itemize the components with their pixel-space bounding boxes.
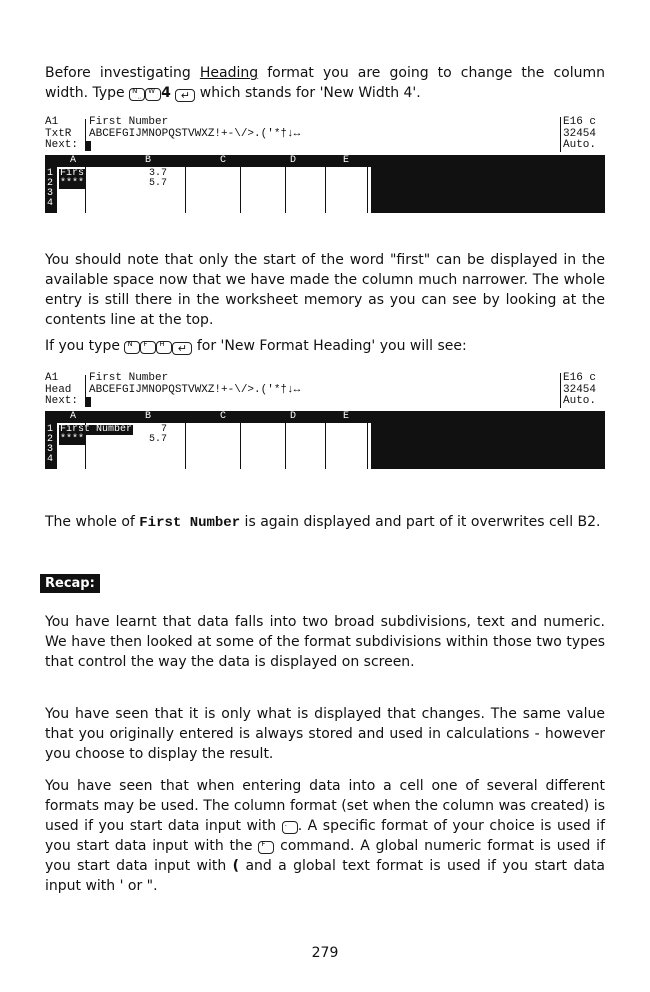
status-left: A1 Head Next: — [45, 372, 79, 407]
row-numbers: 1 2 3 4 — [45, 167, 57, 213]
status-right: E16 c 32454 Auto. — [560, 117, 605, 152]
cell-a1: Firs — [60, 168, 85, 179]
text: . A specific format of your choice is used if you start data input with the — [45, 818, 605, 854]
col-b: B — [145, 155, 152, 166]
text: and a global text format is used if you start data input with ' or ". — [45, 858, 605, 894]
n-key: $^N$.. — [129, 88, 145, 101]
cell-b1: 7 — [161, 424, 168, 435]
recap-heading: Recap: — [40, 574, 100, 593]
enter-key: ↵ — [175, 89, 195, 102]
contents-line: First Number ABCEFGIJMNOPQSTVWXZ!+-\/>.('*†↓↔ — [89, 116, 301, 140]
cursor — [85, 141, 91, 151]
col-d: D — [290, 411, 297, 422]
column-header — [45, 155, 371, 167]
cell-a2: **** — [60, 434, 85, 445]
format-heading-paragraph — [45, 336, 605, 356]
cell-a1: First Number — [60, 424, 133, 435]
n-key: N — [124, 341, 140, 354]
col-c: C — [220, 411, 227, 422]
enter-key: ↵ — [172, 342, 192, 355]
column-header — [45, 411, 371, 423]
f-key: F — [258, 841, 274, 854]
f-key: F — [140, 341, 156, 354]
intro-paragraph — [45, 63, 605, 103]
explanation-paragraph: You should note that only the start of the word "first" can be displayed in the available space now that we have made the column much narrower. The whole entry is still there in the worksheet memory as you can see by looking at the contents line at the top. — [45, 252, 605, 328]
cell-b2: 5.7 — [149, 434, 168, 445]
text: format you are going to change the column width. Type — [45, 65, 605, 101]
text: If you type — [45, 338, 125, 354]
text: The whole of — [45, 514, 140, 530]
cursor — [85, 397, 91, 407]
h-key: H — [156, 341, 172, 354]
text: You have seen that when entering data into a cell one of several different formats may be used. The column format (set when the column was created) is used if you start data input with — [45, 778, 605, 834]
status-left: A1 TxtR Next: — [45, 116, 79, 151]
contents-line: First Number ABCEFGIJMNOPQSTVWXZ!+-\/>.('*†↓↔ — [89, 372, 301, 396]
worksheet-grid — [45, 155, 605, 213]
text: for 'New Format Heading' you will see: — [196, 338, 467, 354]
cell-a2: **** — [60, 178, 85, 189]
cell-b2: 5.7 — [149, 178, 168, 189]
col-e: E — [343, 411, 350, 422]
dot-key: . — [282, 821, 298, 834]
col-d: D — [290, 155, 297, 166]
recap-paragraph-2: You have seen that it is only what is displayed that changes. The same value that you originally entered is always stored and used in calculations - however you choose to display the result. — [45, 706, 605, 762]
heading-link: Heading — [199, 65, 259, 81]
spreadsheet-screen-2 — [45, 373, 605, 469]
overwrite-paragraph — [45, 512, 605, 533]
recap-paragraph-1: You have learnt that data falls into two broad subdivisions, text and numeric. We have then looked at some of the format subdivisions within those two types that control the way the data is displayed on screen. — [45, 614, 605, 670]
recap-paragraph-3 — [45, 776, 605, 896]
col-b: B — [145, 411, 152, 422]
number-key: 4 — [161, 85, 171, 101]
page-number: 279 — [311, 945, 339, 961]
status-area — [45, 117, 605, 155]
row-numbers: 1 2 3 4 — [45, 423, 57, 469]
status-right: E16 c 32454 Auto. — [560, 373, 605, 408]
first-number-code: First Number — [139, 515, 241, 531]
cell-b1: 3.7 — [149, 168, 168, 179]
text: Before investigating — [45, 65, 200, 81]
col-a: A — [70, 155, 77, 166]
text: command. A global numeric format is used if you start data input with — [45, 838, 605, 874]
col-a: A — [70, 411, 77, 422]
worksheet-grid — [45, 411, 605, 469]
status-area — [45, 373, 605, 411]
col-c: C — [220, 155, 227, 166]
paren-symbol: ( — [232, 858, 240, 874]
w-key: W — [145, 88, 161, 101]
text: is again displayed and part of it overwrites cell B2. — [240, 514, 601, 530]
text: which stands for 'New Width 4'. — [199, 85, 421, 101]
col-e: E — [343, 155, 350, 166]
spreadsheet-screen-1 — [45, 117, 605, 213]
